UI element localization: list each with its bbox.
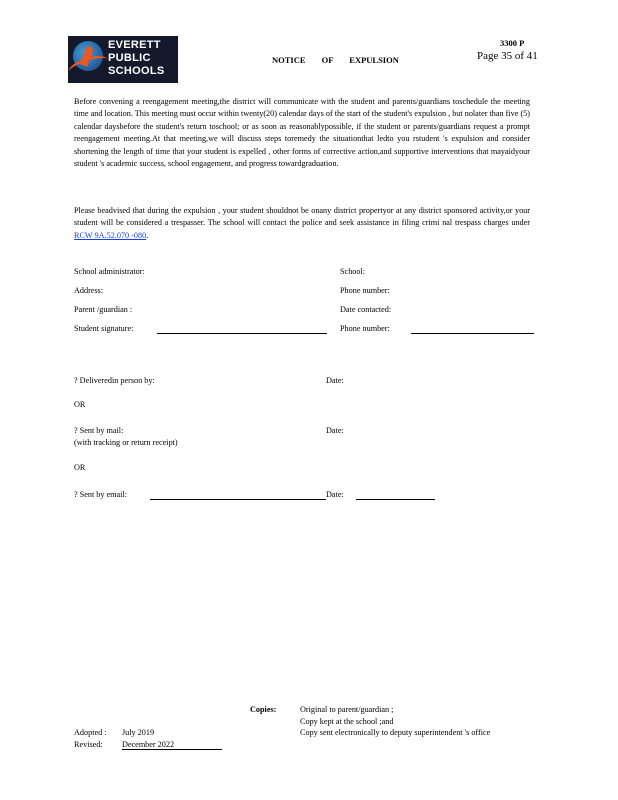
date3-label: Date:: [326, 490, 344, 499]
student-signature-label: Student signature:: [74, 324, 134, 333]
copies-label: Copies:: [250, 705, 277, 714]
trespass-text: Please beadvised that during the expulsion , your student shouldnot be onany district propertyor at any district sponsored activity,or your student will be considered a trespasser. The school will contact the police and seek assistance in filing crimi nal trespass charges under: [74, 206, 530, 228]
sent-by-mail-label: ? Sent by mail:: [74, 426, 124, 435]
paragraph-trespass: Please beadvised that during the expulsion , your student shouldnot be onany district propertyor at any district sponsored activity,or your student will be considered a trespasser. The school will contact the police and seek assistance in filing crimi nal trespass charges under RCW 9A.52.070 -080.: [74, 206, 530, 240]
rcw-link[interactable]: RCW 9A.52.070 -080: [74, 230, 147, 240]
revised-value: December 2022: [122, 740, 175, 749]
revised-underline: [122, 749, 222, 750]
phone-label: Phone number:: [340, 286, 390, 295]
copy-line-3: Copy sent electronically to deputy superintendent 's office: [300, 728, 491, 737]
student-signature-line[interactable]: [157, 333, 327, 334]
adopted-value: July 2019: [122, 728, 155, 737]
page-title: NOTICE OF EXPULSION: [272, 55, 399, 65]
or-divider-1: OR: [74, 400, 86, 409]
adopted-label: Adopted :: [74, 728, 107, 737]
or-divider-2: OR: [74, 463, 86, 472]
mail-tracking-note: (with tracking or return receipt): [74, 438, 178, 447]
policy-number: 3300 P: [500, 38, 525, 48]
delivered-in-person-label: ? Deliveredin person by:: [74, 376, 155, 385]
revised-label: Revised:: [74, 740, 103, 749]
logo-line2: PUBLIC: [108, 52, 151, 64]
district-logo: [68, 36, 178, 83]
date1-label: Date:: [326, 376, 344, 385]
copy-line-2: Copy kept at the school ;and: [300, 717, 394, 726]
paragraph-reengagement: Before convening a reengagement meeting,the district will communicate with the student and parents/guardians toschedule the meeting time and location. This meeting must occur within twenty(20) calendar days of the start of the student's expulsion , but nolater than five (5) calendar daysbefore the student's return toschool; or as soon as reasonablypossible, if the student or parents/guardians request a prompt reengagement meeting.At that meeting,we will discuss steps toremedy the situationthat ledto you rstudent 's expulsion and consider shortening the length of time that your student is expelled , other forms of corrective action,and supportive interventions that mayaidyour student 's academic success, school engagement, and progress towardgraduation.: [74, 97, 530, 169]
sent-by-email-label: ? Sent by email:: [74, 490, 127, 499]
phone2-line[interactable]: [411, 333, 534, 334]
date3-line[interactable]: [356, 499, 435, 500]
date2-label: Date:: [326, 426, 344, 435]
date-contacted-label: Date contacted:: [340, 305, 392, 314]
school-administrator-label: School administrator:: [74, 267, 145, 276]
school-label: School:: [340, 267, 366, 276]
address-label: Address:: [74, 286, 104, 295]
phone2-label: Phone number:: [340, 324, 390, 333]
logo-line3: SCHOOLS: [108, 65, 165, 77]
logo-line1: EVERETT: [108, 39, 161, 51]
page-number: Page 35 of 41: [477, 50, 538, 62]
email-line[interactable]: [150, 499, 326, 500]
parent-guardian-label: Parent /guardian :: [74, 305, 133, 314]
copy-line-1: Original to parent/guardian ;: [300, 705, 394, 714]
